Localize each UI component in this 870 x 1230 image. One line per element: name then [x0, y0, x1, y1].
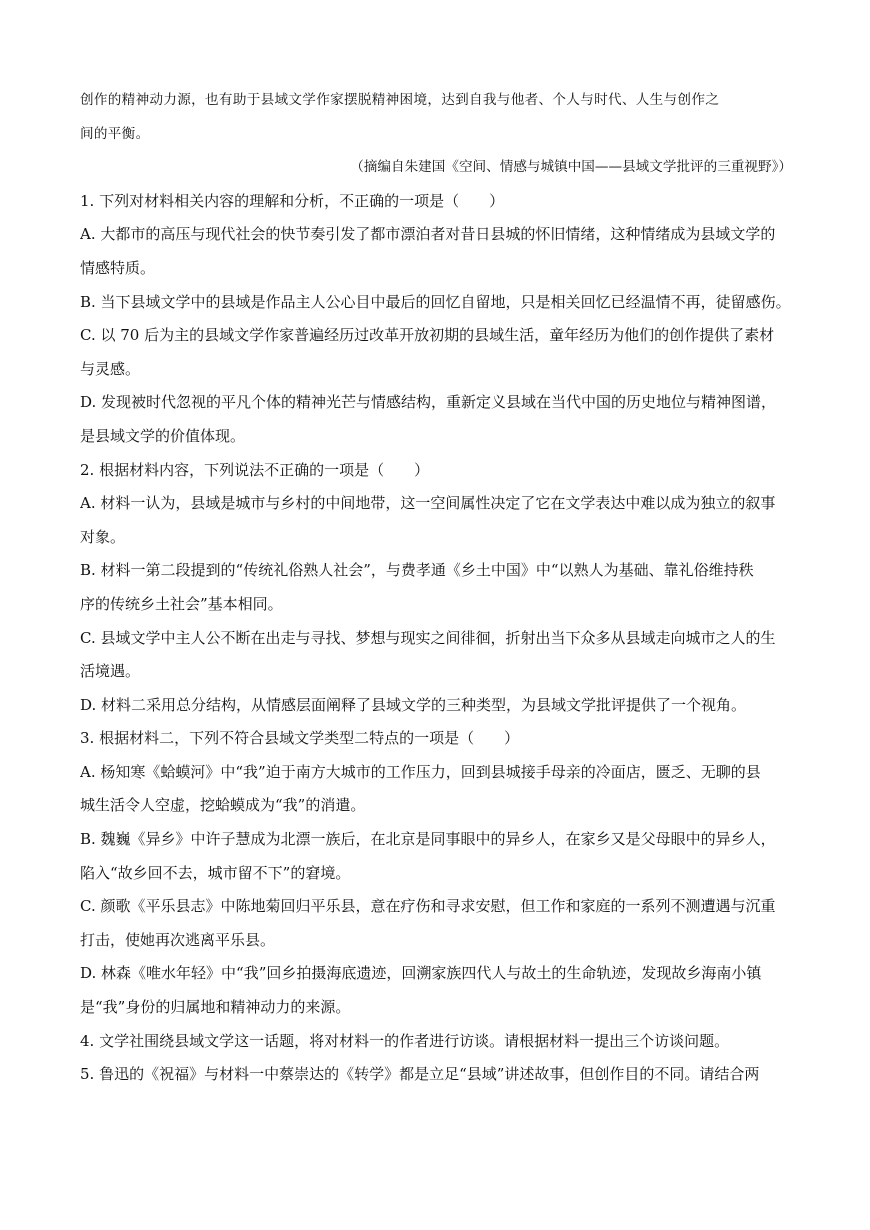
question-4: [80, 1025, 792, 1059]
question-stem: 4. 文学社围绕县域文学这一话题，将对材料一的作者进行访谈。请根据材料一提出三个访谈问题。: [80, 1031, 730, 1050]
option-c-line-2: 活境遇。: [80, 662, 141, 681]
option-b-line-2: 陷入“故乡回不去，城市留不下”的窘境。: [80, 863, 351, 882]
source-citation: （摘编自朱建国《空间、情感与城镇中国——县域文学批评的三重视野》）: [350, 159, 792, 176]
option-a-line-1: A. 材料一认为，县域是城市与乡村的中间地带，这一空间属性决定了它在文学表达中难以成为独立的叙事: [80, 494, 776, 513]
option-d-line-2: 是县域文学的价值体现。: [80, 426, 246, 445]
option-c-line-1: C. 以 70 后为主的县域文学作家普遍经历过改革开放初期的县域生活，童年经历为他们的创作提供了素材: [80, 326, 775, 345]
option-d-line-1: D. 林森《唯水年轻》中“我”回乡拍摄海底遗迹，回溯家族四代人与故土的生命轨迹，发现故乡海南小镇: [80, 964, 762, 983]
option-a-line-1: A. 大都市的高压与现代社会的快节奏引发了都市漂泊者对昔日县城的怀旧情绪，这种情绪成为县域文学的: [80, 225, 776, 244]
option-c-line-2: 打击，使她再次逃离平乐县。: [80, 930, 276, 949]
option-c-line-1: C. 县域文学中主人公不断在出走与寻找、梦想与现实之间徘徊，折射出当下众多从县域走向城市之人的生: [80, 628, 776, 647]
option-b-line-1: B. 魏巍《异乡》中许子慧成为北漂一族后，在北京是同事眼中的异乡人，在家乡又是父母眼中的异乡人，: [80, 830, 776, 849]
option-a-line-1: A. 杨知寒《蛤蟆河》中“我”迫于南方大城市的工作压力，回到县城接手母亲的冷面店，匮乏、无聊的县: [80, 762, 761, 781]
option-d-line-2: 是“我”身份的归属地和精神动力的来源。: [80, 998, 351, 1017]
option-d-line-1: D. 发现被时代忽视的平凡个体的精神光芒与情感结构，重新定义县域在当代中国的历史地位与精神图谱，: [80, 393, 777, 412]
intro-line-2: 间的平衡。: [80, 125, 150, 142]
question-1: [80, 185, 792, 454]
option-a-line-2: 情感特质。: [80, 258, 156, 277]
option-b-line-2: 序的传统乡土社会”基本相同。: [80, 594, 283, 613]
question-stem: 2. 根据材料内容，下列说法不正确的一项是（ ）: [80, 460, 430, 479]
option-c-line-1: C. 颜歌《平乐县志》中陈地菊回归平乐县，意在疗伤和寻求安慰，但工作和家庭的一系列不测遭遇与沉重: [80, 897, 776, 916]
intro-line-1: 创作的精神动力源，也有助于县域文学作家摆脱精神困境，达到自我与他者、个人与时代、人生与创作之: [80, 92, 720, 108]
question-2: [80, 454, 792, 723]
document-page: [80, 84, 792, 1092]
option-c-line-2: 与灵感。: [80, 359, 141, 378]
option-b-line-1: B. 当下县域文学中的县域是作品主人公心目中最后的回忆自留地，只是相关回忆已经温情不再，徒留感伤。: [80, 292, 791, 311]
question-stem: 1. 下列对材料相关内容的理解和分析，不正确的一项是（ ）: [80, 191, 505, 210]
question-3: [80, 722, 792, 1024]
option-a-line-2: 城生活令人空虚，挖蛤蟆成为“我”的消遣。: [80, 796, 366, 815]
option-d-line-1: D. 材料二采用总分结构，从情感层面阐释了县域文学的三种类型，为县域文学批评提供了一个视角。: [80, 695, 747, 714]
question-stem: 3. 根据材料二，下列不符合县域文学类型二特点的一项是（ ）: [80, 729, 520, 748]
option-b-line-1: B. 材料一第二段提到的“传统礼俗熟人社会”，与费孝通《乡土中国》中“以熟人为基础、靠礼俗维持秩: [80, 561, 754, 580]
question-5: [80, 1058, 792, 1092]
question-stem: 5. 鲁迅的《祝福》与材料一中蔡崇达的《转学》都是立足“县域”讲述故事，但创作目的不同。请结合两: [80, 1065, 760, 1084]
option-a-line-2: 对象。: [80, 527, 126, 546]
